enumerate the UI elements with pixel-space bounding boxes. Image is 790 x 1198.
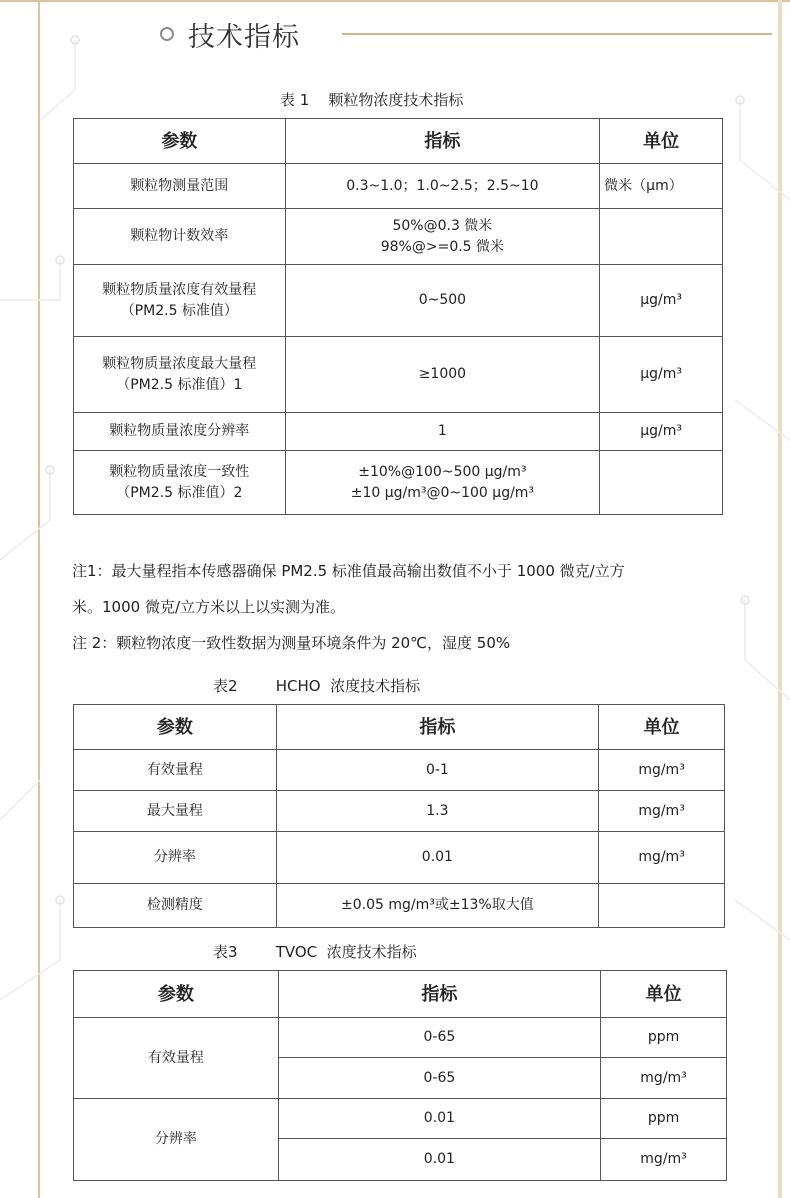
table-row <box>74 209 723 265</box>
unit-cell: mg/m³ <box>599 791 725 832</box>
param-cell: 分辨率 <box>74 1099 279 1181</box>
note2: 注 2：颗粒物浓度一致性数据为测量环境条件为 20℃，湿度 50% <box>72 634 511 652</box>
header-unit: 单位 <box>601 971 727 1018</box>
unit-cell: 微米（μm） <box>600 164 723 209</box>
param-line: （PM2.5 标准值）2 <box>116 484 243 501</box>
param-cell <box>74 337 286 413</box>
unit-cell <box>600 209 723 265</box>
table-row <box>74 832 725 884</box>
param-cell: 颗粒物测量范围 <box>74 164 286 209</box>
spec-cell: ≥1000 <box>285 337 600 413</box>
header-divider <box>342 33 772 35</box>
table-row <box>74 1018 727 1058</box>
spec-cell <box>285 451 600 515</box>
spec-line: 50%@0.3 微米 <box>392 217 493 234</box>
table2-hcho-specs <box>73 704 725 928</box>
unit-cell: mg/m³ <box>601 1139 727 1181</box>
spec-cell: 1 <box>285 413 600 451</box>
spec-cell: 0-1 <box>276 750 598 791</box>
table-row <box>74 1099 727 1139</box>
spec-cell: 0~500 <box>285 265 600 337</box>
param-cell <box>74 265 286 337</box>
circle-bullet-icon <box>160 27 174 41</box>
param-cell: 颗粒物质量浓度分辨率 <box>74 413 286 451</box>
table-header-row <box>74 971 727 1018</box>
table3-tvoc-specs <box>73 970 727 1181</box>
note1-line2: 米。1000 微克/立方米以上以实测为准。 <box>72 598 345 616</box>
spec-cell <box>285 209 600 265</box>
unit-cell: mg/m³ <box>599 750 725 791</box>
param-cell: 分辨率 <box>74 832 277 884</box>
param-cell <box>74 451 286 515</box>
param-line: 颗粒物质量浓度有效量程 <box>102 281 257 298</box>
spec-cell: 0.3~1.0；1.0~2.5；2.5~10 <box>285 164 600 209</box>
spec-cell: ±0.05 mg/m³或±13%取大值 <box>276 884 598 928</box>
table-header-row <box>74 119 723 164</box>
table-row <box>74 337 723 413</box>
spec-cell: 0-65 <box>278 1018 600 1058</box>
unit-cell <box>600 451 723 515</box>
table-row <box>74 413 723 451</box>
param-cell: 最大量程 <box>74 791 277 832</box>
param-line: 颗粒物质量浓度最大量程 <box>102 355 257 372</box>
unit-cell <box>599 884 725 928</box>
unit-cell: μg/m³ <box>600 337 723 413</box>
spec-cell: 0.01 <box>278 1099 600 1139</box>
param-cell: 检测精度 <box>74 884 277 928</box>
param-line: （PM2.5 标准值）1 <box>116 376 243 393</box>
table-row <box>74 164 723 209</box>
header-param: 参数 <box>74 119 286 164</box>
table-row <box>74 750 725 791</box>
unit-cell: μg/m³ <box>600 413 723 451</box>
unit-cell: ppm <box>601 1018 727 1058</box>
table3-caption: 表3 TVOC 浓度技术指标 <box>213 943 417 961</box>
table1-caption: 表 1 颗粒物浓度技术指标 <box>280 91 464 109</box>
section-header <box>160 14 300 54</box>
table-row <box>74 884 725 928</box>
table-header-row <box>74 705 725 750</box>
unit-cell: mg/m³ <box>599 832 725 884</box>
param-line: 颗粒物质量浓度一致性 <box>109 463 250 480</box>
note1-line1: 注1：最大量程指本传感器确保 PM2.5 标准值最高输出数值不小于 1000 微克/立方 <box>72 562 625 580</box>
header-spec: 指标 <box>278 971 600 1018</box>
spec-cell: 0.01 <box>276 832 598 884</box>
header-param: 参数 <box>74 705 277 750</box>
param-cell: 颗粒物计数效率 <box>74 209 286 265</box>
table-row <box>74 451 723 515</box>
spec-cell: 0-65 <box>278 1058 600 1099</box>
table-row <box>74 265 723 337</box>
spec-cell: 0.01 <box>278 1139 600 1181</box>
header-spec: 指标 <box>276 705 598 750</box>
header-unit: 单位 <box>599 705 725 750</box>
spec-cell: 1.3 <box>276 791 598 832</box>
unit-cell: μg/m³ <box>600 265 723 337</box>
header-param: 参数 <box>74 971 279 1018</box>
spec-line: ±10 μg/m³@0~100 μg/m³ <box>350 484 535 501</box>
param-line: （PM2.5 标准值） <box>120 302 238 319</box>
table2-caption: 表2 HCHO 浓度技术指标 <box>213 677 421 695</box>
header-spec: 指标 <box>285 119 600 164</box>
header-unit: 单位 <box>600 119 723 164</box>
param-cell: 有效量程 <box>74 750 277 791</box>
spec-line: ±10%@100~500 μg/m³ <box>358 463 527 480</box>
param-cell: 有效量程 <box>74 1018 279 1099</box>
table1-particulate-specs <box>73 118 723 515</box>
spec-line: 98%@>=0.5 微米 <box>380 238 505 255</box>
section-title: 技术指标 <box>188 21 300 53</box>
unit-cell: ppm <box>601 1099 727 1139</box>
table-row <box>74 791 725 832</box>
unit-cell: mg/m³ <box>601 1058 727 1099</box>
